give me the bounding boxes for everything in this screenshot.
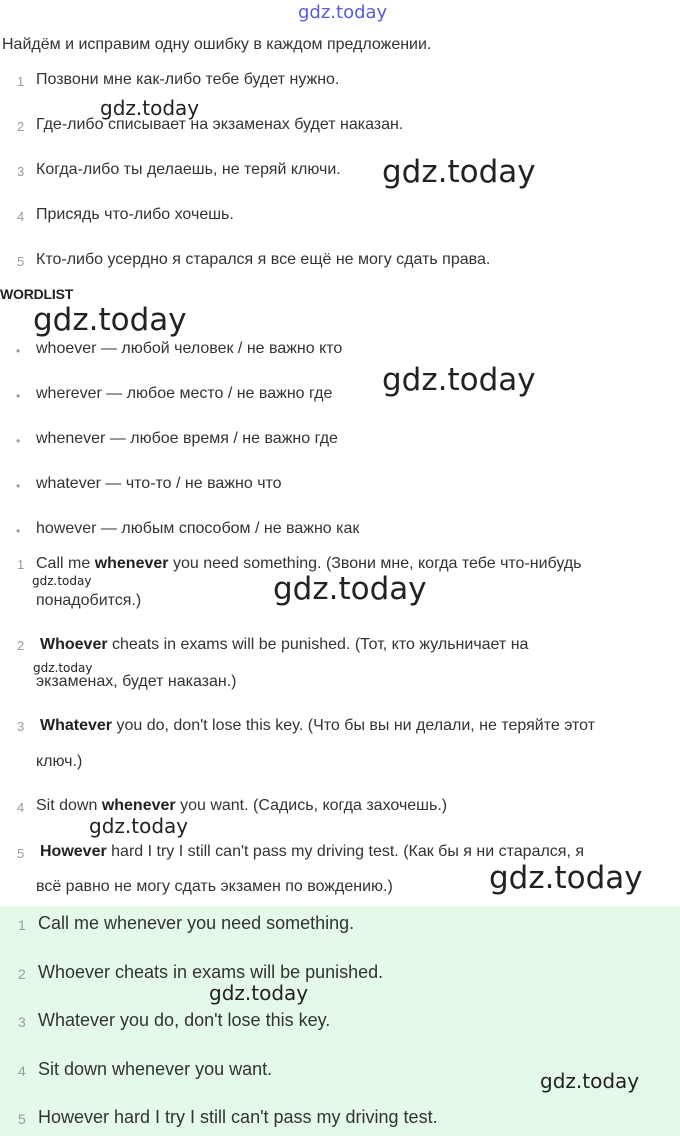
final-sentence: Whoever cheats in exams will be punished. [38, 962, 384, 982]
answer-translation-cont: ключ.) [36, 753, 83, 770]
answer-number: 5 [17, 846, 25, 861]
wordlist-heading: WORDLIST [0, 286, 74, 302]
answer-number: 3 [17, 719, 25, 734]
exercise-title: Найдём и исправим одну ошибку в каждом предложении. [2, 36, 432, 53]
bullet-icon: • [16, 344, 21, 358]
bullet-icon: • [16, 434, 21, 448]
final-sentence: Whatever you do, don't lose this key. [38, 1010, 331, 1030]
answer-number: 4 [17, 800, 25, 815]
wordlist-item: whatever — что-то / не важно что [36, 475, 282, 492]
exercise-sentence: Позвони мне как-либо тебе будет нужно. [36, 71, 340, 88]
answer-translation-cont: всё равно не могу сдать экзамен по вождению.) [36, 878, 393, 895]
watermark: gdz.today [209, 981, 309, 1005]
final-number: 2 [18, 966, 26, 982]
answer-keyword: However [40, 843, 107, 860]
exercise-sentence: Присядь что-либо хочешь. [36, 206, 234, 223]
final-sentence: Call me whenever you need something. [38, 913, 355, 933]
final-sentence: Sit down whenever you want. [38, 1059, 273, 1079]
answer-sentence: Call me whenever you need something. (Звони мне, когда тебе что-нибудь [36, 555, 582, 572]
final-number: 3 [18, 1014, 26, 1030]
wordlist-item: however — любым способом / не важно как [36, 520, 360, 537]
exercise-number: 5 [17, 254, 25, 269]
answer-translation-cont: экзаменах, будет наказан.) [36, 673, 237, 690]
bullet-icon: • [16, 524, 21, 538]
exercise-number: 4 [17, 209, 25, 224]
exercise-number: 2 [17, 119, 25, 134]
wordlist-item: whoever — любой человек / не важно кто [36, 340, 343, 357]
exercise-sentence: Кто-либо усердно я старался я все ещё не могу сдать права. [36, 251, 491, 268]
exercise-number: 1 [17, 74, 25, 89]
bullet-icon: • [16, 389, 21, 403]
wordlist-item: whenever — любое время / не важно где [36, 430, 338, 447]
final-number: 5 [18, 1111, 26, 1127]
watermark: gdz.today [100, 96, 200, 120]
answer-number: 1 [17, 557, 25, 572]
watermark: gdz.today [32, 574, 92, 588]
answer-translation-cont: понадобится.) [36, 592, 142, 609]
answer-sentence: However hard I try I still can't pass my driving test. (Как бы я ни старался, я [40, 843, 585, 860]
answer-sentence: Whoever cheats in exams will be punished. (Тот, кто жульничает на [40, 636, 529, 653]
watermark: gdz.today [382, 362, 536, 398]
watermark-top: gdz.today [298, 2, 388, 23]
watermark: gdz.today [540, 1069, 640, 1093]
exercise-number: 3 [17, 164, 25, 179]
watermark: gdz.today [33, 302, 187, 338]
final-number: 4 [18, 1063, 26, 1079]
answer-sentence: Whatever you do, don't lose this key. (Что бы вы ни делали, не теряйте этот [40, 717, 596, 734]
answer-keyword: Whoever [40, 636, 108, 653]
wordlist-item: wherever — любое место / не важно где [36, 385, 333, 402]
answer-keyword: whenever [101, 797, 176, 814]
watermark: gdz.today [382, 154, 536, 190]
watermark: gdz.today [89, 814, 189, 838]
final-sentence: However hard I try I still can't pass my driving test. [38, 1107, 438, 1127]
answer-sentence: Sit down whenever you want. (Садись, когда захочешь.) [36, 797, 448, 814]
watermark: gdz.today [33, 661, 93, 675]
watermark: gdz.today [273, 571, 427, 607]
watermark: gdz.today [489, 860, 643, 896]
bullet-icon: • [16, 479, 21, 493]
exercise-sentence: Когда-либо ты делаешь, не теряй ключи. [36, 161, 341, 178]
answer-number: 2 [17, 638, 25, 653]
answer-keyword: whenever [94, 555, 169, 572]
final-number: 1 [18, 917, 26, 933]
answer-keyword: Whatever [40, 717, 113, 734]
exercise-sentence: Где-либо списывает на экзаменах будет наказан. [36, 116, 404, 133]
